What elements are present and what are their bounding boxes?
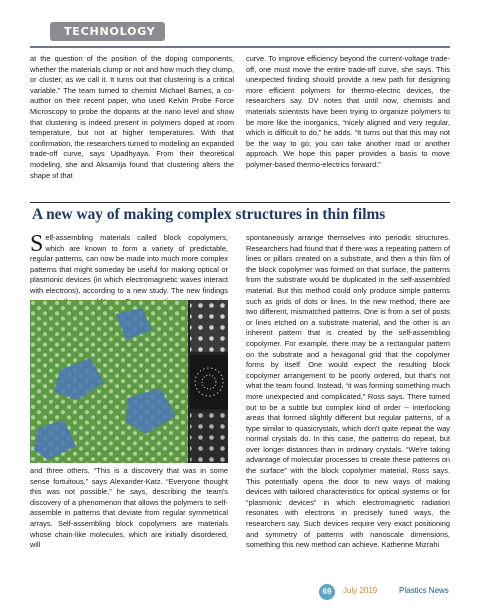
top-article-right-text: curve. To improve efficiency beyond the current-voltage trade-off, one must move the entire trade-off curve, she says. This unexpected finding should provide a new path for designing more efficient polymers for thermo-electric devices, the researchers say. DV notes that until now, chemists and materials scientists have been trying to organize polymers to be more like the inorganics, “nicely aligned and very regular, which is difficult to do,” he adds. “It turns out that this may not be the way to go; you can take another road or another approach. We hope this paper provides a basis to move polymer-based thermo-electrics forward.” <box>246 54 450 169</box>
article-intro-text: elf-assembling materials called block copolymers, which are known to form a variety of predictable, regular patterns, can now be made into much more complex patterns that might someday be useful for making optical or plasmonic devices (in which electromagnetic waves interact with electrons), according to a new study. The new findings <box>30 233 228 295</box>
quasicrystal-micrograph <box>30 300 228 463</box>
article-right-text: spontaneously arrange themselves into periodic structures. Researchers had found that if there was a repeating pattern of lines or pillars created on a substrate, and then a thin film of the block copolymer was formed on that surface, the patterns from the substrate would be duplicated in the self-assembled material. But this method could only produce simple patterns such as grids of dots or lines. In the new method, there are two different, mismatched patterns. One is from a set of posts or lines etched on a substrate material, and the other is an inherent pattern that is created by the self-assembling copolymer. For example, there may be a rectangular pattern on the substrate and a hexagonal grid that the copolymer forms by itself. One would expect the resulting block copolymer arrangement to be poorly ordered, but that's not what the team found. Instead, “it was forming something much more unexpected and complicated,” Ross says. There turned out to be a subtle but complex kind of order -- interlocking areas that formed slightly different but regular patterns, of a type similar to quasicrystals, which don't quite repeat the way normal crystals do. In this case, the patterns do repeat, but over longer distances than in ordinary crystals. “We're taking advantage of molecular processes to create these patterns on the surface” with the block copolymer material, Ross says. This potentially opens the door to new ways of making devices with tailored characteristics for optical systems or for “plasmonic devices” in which electromagnetic radiation resonates with electrons in precisely tuned ways, the researchers say. Such devices require very exact positioning and symmetry of patterns with nanoscale dimensions, something this new method can achieve. Katherine Mizrahi <box>246 233 450 550</box>
article-divider <box>30 202 450 203</box>
inset-fft <box>190 355 228 409</box>
top-article-right-column <box>246 54 450 171</box>
page-number-badge: 69 <box>319 584 335 600</box>
top-article-left-text: at the question of the position of the doping components, whether the materials clump or not and how much they clump, or cluster, as we call it. It turns out that clustering is a critical variable.” The team turned to chemist Michael Barnes, a co-author on their recent paper, who used Kelvin Probe Force Microscopy to probe the dopants at the nano level and show that clustering is indeed present in polymers doped at room temperature, but not at higher temperatures. With that confirmation, the researchers turned to modeling an expanded trade-off curve, says Upadhyaya. From their theoretical modeling, she and Aksamija found that clustering alters the shape of that <box>30 54 234 180</box>
magazine-name: Plastics News <box>399 586 449 595</box>
article-left-column-continued <box>30 466 228 551</box>
article-headline: A new way of making complex structures in thin films <box>32 206 386 223</box>
issue-date: July 2019 <box>343 586 378 595</box>
inset-top-dots <box>190 300 228 352</box>
article-left-continued-text: and three others. “This is a discovery that was in some sense fortuitous,” says Alexander-Katz. “Everyone thought this was not possible,” he says, describing the team's discovery of a phenomenon that allows the polymers to self-assemble in patterns that deviate from regular symmetrical arrays. Self-assembling block copolymers are materials whose chain-like molecules, which are initially disordered, will <box>30 466 228 550</box>
header-rule <box>30 46 450 48</box>
micrograph-svg <box>30 300 228 463</box>
section-tab <box>50 22 165 41</box>
drop-cap: S <box>30 231 44 257</box>
inset-bottom-dots <box>190 412 228 463</box>
section-tab-label: TECHNOLOGY <box>64 25 156 38</box>
article-right-column <box>246 233 450 551</box>
top-article-left-column <box>30 54 234 181</box>
article-intro-column <box>30 233 228 299</box>
